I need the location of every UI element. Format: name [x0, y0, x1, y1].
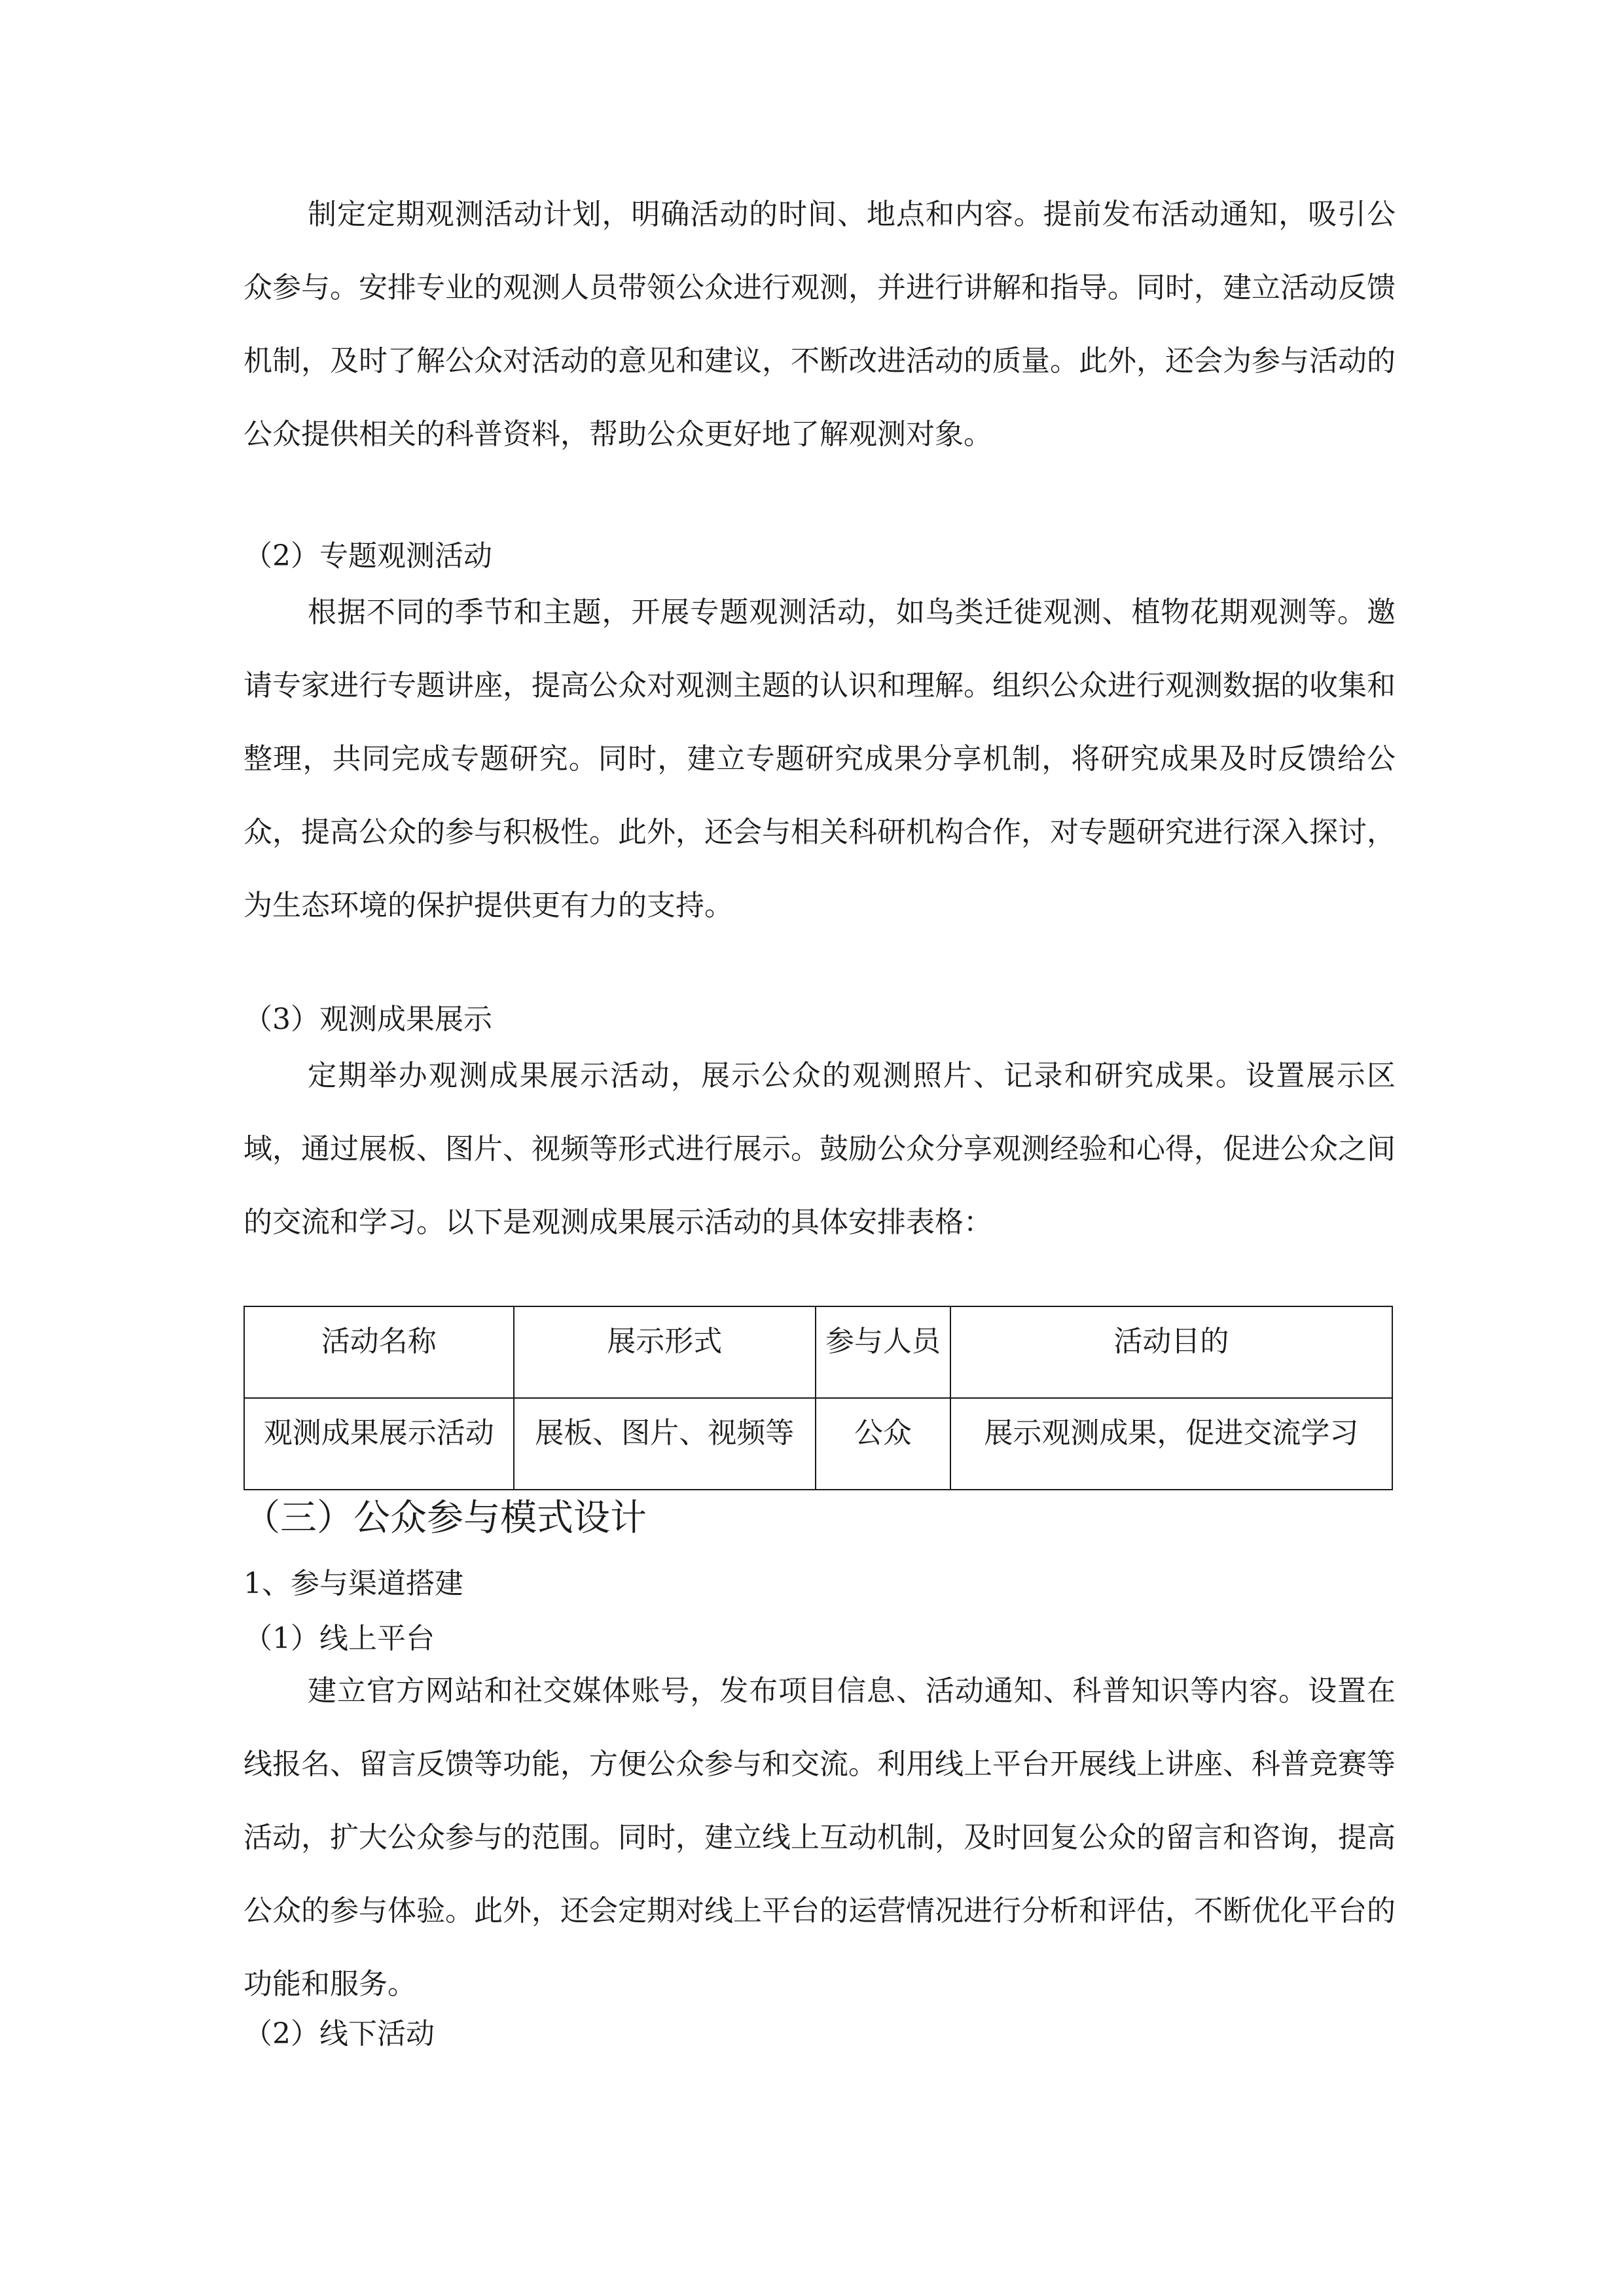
subheading-special-observation: （2）专题观测活动: [244, 539, 492, 573]
paragraph-online-platform: 建立官方网站和社交媒体账号，发布项目信息、活动通知、科普知识等内容。设置在线报名、留言反馈等功能，方便公众参与和交流。利用线上平台开展线上讲座、科普竞赛等活动，扩大公众参与的范围。同时，建立线上互动机制，及时回复公众的留言和咨询，提高公众的参与体验。此外，还会定期对线上平台的运营情况进行分析和评估，不断优化平台的功能和服务。: [244, 1674, 1396, 2001]
paragraph-results-display: 定期举办观测成果展示活动，展示公众的观测照片、记录和研究成果。设置展示区域，通过展板、图片、视频等形式进行展示。鼓励公众分享观测经验和心得，促进公众之间的交流和学习。以下是观测成果展示活动的具体安排表格：: [244, 1059, 1396, 1239]
section-heading-public-participation: （三）公众参与模式设计: [244, 1497, 647, 1539]
subheading-online-platform: （1）线上平台: [244, 1622, 435, 1655]
table-header-row: [244, 1306, 1392, 1398]
activity-schedule-table: [244, 1306, 1393, 1490]
numbered-item-channel-building: 1、参与渠道搭建: [244, 1567, 463, 1600]
table-header-cell: 参与人员: [816, 1306, 950, 1398]
table-cell: 观测成果展示活动: [244, 1398, 514, 1490]
table-cell: 公众: [816, 1398, 950, 1490]
subheading-results-display: （3）观测成果展示: [244, 1003, 492, 1036]
paragraph-special-observation: 根据不同的季节和主题，开展专题观测活动，如鸟类迁徙观测、植物花期观测等。邀请专家进行专题讲座，提高公众对观测主题的认识和理解。组织公众进行观测数据的收集和整理，共同完成专题研究。同时，建立专题研究成果分享机制，将研究成果及时反馈给公众，提高公众的参与积极性。此外，还会与相关科研机构合作，对专题研究进行深入探讨，为生态环境的保护提供更有力的支持。: [244, 596, 1396, 922]
table-cell: 展板、图片、视频等: [514, 1398, 816, 1490]
table-row: [244, 1398, 1392, 1490]
table-header-cell: 活动目的: [950, 1306, 1392, 1398]
table-cell: 展示观测成果，促进交流学习: [950, 1398, 1392, 1490]
table-header-cell: 展示形式: [514, 1306, 816, 1398]
paragraph-regular-observation: 制定定期观测活动计划，明确活动的时间、地点和内容。提前发布活动通知，吸引公众参与。安排专业的观测人员带领公众进行观测，并进行讲解和指导。同时，建立活动反馈机制，及时了解公众对活动的意见和建议，不断改进活动的质量。此外，还会为参与活动的公众提供相关的科普资料，帮助公众更好地了解观测对象。: [244, 198, 1396, 451]
subheading-offline-activities: （2）线下活动: [244, 2017, 435, 2051]
table-header-cell: 活动名称: [244, 1306, 514, 1398]
